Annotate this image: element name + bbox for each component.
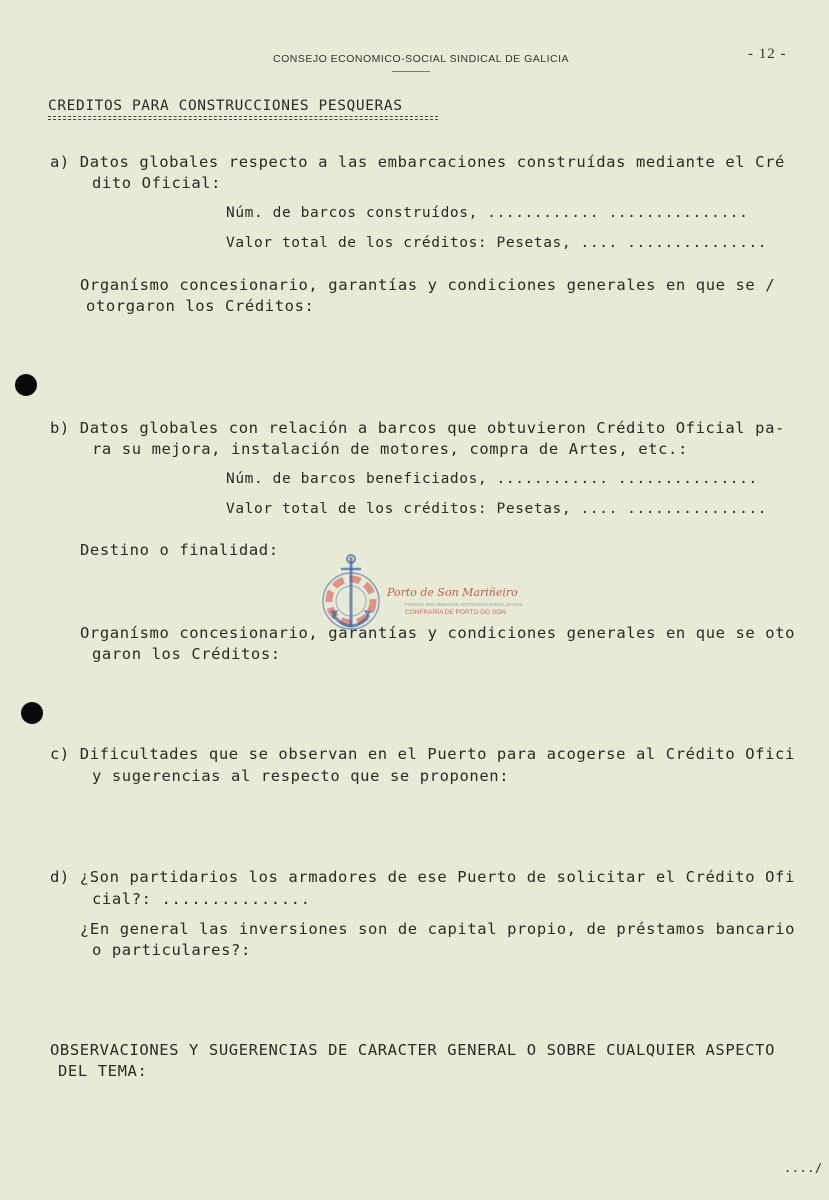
section-a-field-boats: Núm. de barcos construídos, ............ ............... [226, 205, 749, 221]
observaciones-line-1: OBSERVACIONES Y SUGERENCIAS DE CARACTER GENERAL O SOBRE CUALQUIER ASPECTO [50, 1041, 776, 1059]
section-a-line-2: dito Oficial: [92, 174, 222, 192]
section-b-line-1: b) Datos globales con relación a barcos que obtuvieron Crédito Oficial pa- [50, 419, 785, 437]
institution-header: CONSEJO ECONOMICO-SOCIAL SINDICAL DE GALICIA [273, 53, 570, 65]
punch-hole-top [15, 374, 37, 396]
section-b-field-boats: Núm. de barcos beneficiados, ............ ............... [226, 471, 758, 487]
title-underline-1 [48, 116, 438, 117]
section-b-org-line-1: Organísmo concesionario, garantías y condiciones generales en que se oto [80, 624, 796, 642]
section-b-field-value: Valor total de los créditos: Pesetas, .... ............... [226, 501, 768, 517]
section-c-line-1: c) Dificultades que se observan en el Puerto para acogerse al Crédito Ofici [50, 745, 795, 763]
watermark-org: CONFRARÍA DE PORTO DO SON [405, 609, 506, 616]
punch-hole-bottom [21, 702, 43, 724]
section-c-line-2: y sugerencias al respecto que se proponen: [92, 767, 510, 785]
continuation-mark: ..../ [784, 1161, 823, 1175]
header-underline [392, 71, 430, 72]
section-a-org-line-2: otorgaron los Créditos: [86, 297, 315, 315]
page-number: - 12 - [748, 46, 787, 62]
section-b-org-line-2: garon los Créditos: [92, 645, 281, 663]
observaciones-line-2: DEL TEMA: [58, 1062, 148, 1080]
section-b-line-2: ra su mejora, instalación de motores, compra de Artes, etc.: [92, 440, 688, 458]
section-a-org-line-1: Organísmo concesionario, garantías y condiciones generales en que se / [80, 276, 776, 294]
section-d-line-3: ¿En general las inversiones son de capital propio, de préstamos bancario [80, 920, 796, 938]
section-b-destino: Destino o finalidad: [80, 541, 279, 559]
section-d-line-4: o particulares?: [92, 941, 251, 959]
watermark-title: Porto de Son Mariñeiro [387, 586, 518, 599]
title-underline-2 [48, 119, 438, 120]
section-d-line-2: cial?: ............... [92, 890, 311, 908]
document-title: CREDITOS PARA CONSTRUCCIONES PESQUERAS [48, 98, 403, 114]
section-a-field-value: Valor total de los créditos: Pesetas, .... ............... [226, 235, 768, 251]
watermark-subtitle: FONDOS DOCUMENTAIS HISTÓRICOS DIXITALIZADOS [405, 602, 523, 607]
section-d-line-1: d) ¿Son partidarios los armadores de ese Puerto de solicitar el Crédito Ofi [50, 868, 795, 886]
section-a-line-1: a) Datos globales respecto a las embarcaciones construídas mediante el Cré [50, 153, 785, 171]
